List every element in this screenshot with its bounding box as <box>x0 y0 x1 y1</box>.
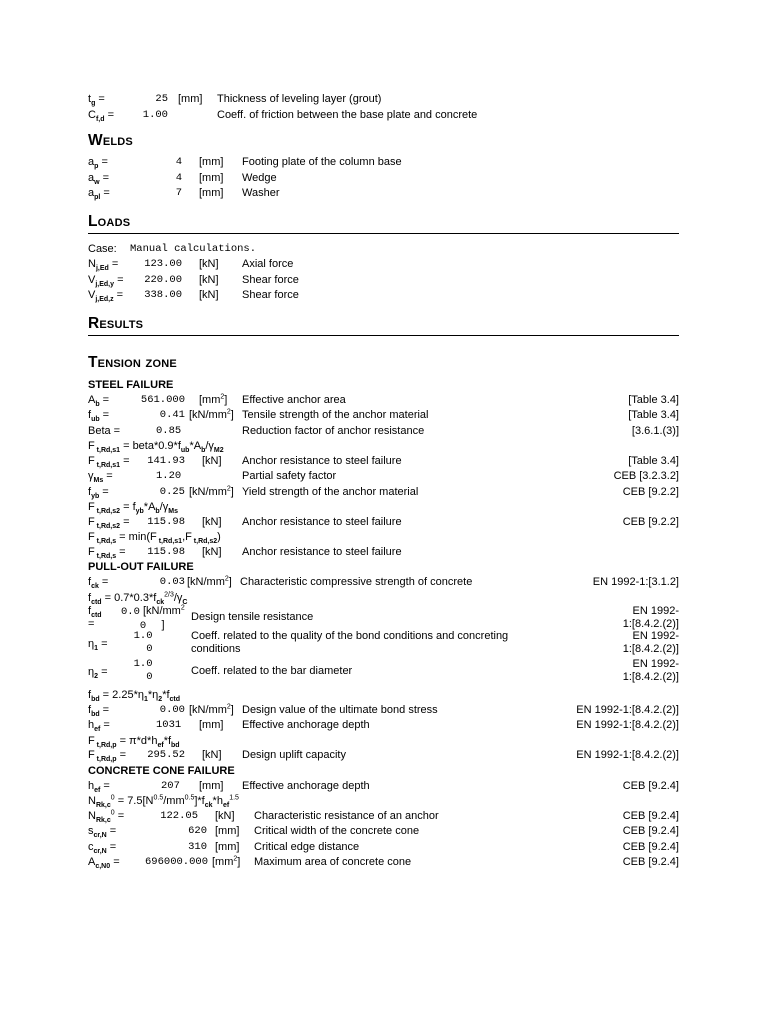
calc-row <box>88 840 679 856</box>
calc-value: 0.41 <box>159 409 185 421</box>
param-unit: [kN] <box>199 258 219 270</box>
calc-reference: CEB [9.2.4] <box>622 840 679 853</box>
calc-row <box>88 658 679 688</box>
calc-symbol: $h_{ef}$ = <box>88 779 110 794</box>
calc-unit: [kN] <box>202 515 222 528</box>
param-value: 338.00 <box>144 289 182 301</box>
calc-symbol: $f_{yb}$ = <box>88 485 109 500</box>
param-symbol: $t_g$ = <box>88 93 105 108</box>
formula: F $_{t,Rd,s2} = f_{yb}*A_b/\gamma_{Ms}$ <box>88 501 178 516</box>
calc-unit: [mm] <box>215 840 240 853</box>
calc-reference: [Table 3.4] <box>628 454 679 467</box>
calc-description: Yield strength of the anchor material <box>242 485 419 498</box>
calc-reference: CEB [9.2.2] <box>622 515 679 528</box>
calc-symbol: F $_{t,Rd,p}$ = <box>88 749 126 764</box>
formula: $f_{bd} = 2.25*\eta_1*\eta_2*f_{ctd}$ <box>88 689 181 704</box>
calc-reference: CEB [9.2.4] <box>622 779 679 792</box>
calc-unit: [kN] <box>215 809 235 822</box>
calc-symbol: $\eta_1$ = <box>88 638 108 653</box>
calc-unit: [mm] <box>215 825 240 837</box>
calc-reference: EN 1992- 1:[8.4.2.(2)] <box>622 658 679 683</box>
calc-unit: $[kN/mm^2]$ <box>187 575 232 588</box>
load-row <box>88 273 679 289</box>
calc-description: Anchor resistance to steel failure <box>242 515 402 528</box>
calc-row <box>88 454 679 470</box>
param-symbol: $a_w$ = <box>88 171 110 186</box>
calc-value: 561.000 <box>140 393 185 406</box>
param-unit: [mm] <box>178 93 203 105</box>
calc-value: 0.03 <box>159 576 185 588</box>
param-value: 4 <box>175 171 182 184</box>
calc-value: 310 <box>188 840 207 853</box>
param-row-grout <box>88 92 679 108</box>
param-symbol: $a_{pl}$ = <box>88 187 110 202</box>
calc-symbol: $f_{bd}$ = <box>88 703 110 718</box>
calc-symbol: F $_{t,Rd,s2}$ = <box>88 515 130 530</box>
calc-symbol: $\eta_2$ = <box>88 666 108 681</box>
calc-row <box>88 485 679 501</box>
calc-reference: CEB [9.2.4] <box>622 825 679 837</box>
calc-value: 141.93 <box>147 454 185 467</box>
calc-unit: $[kN/mm^2]$ <box>189 408 234 421</box>
calc-description: Effective anchorage depth <box>242 719 370 731</box>
calc-row <box>88 779 679 795</box>
calc-description: Effective anchorage depth <box>242 779 370 792</box>
calc-value: 122.05 <box>160 809 198 822</box>
calc-symbol: F $_{t,Rd,s}$ = <box>88 545 126 560</box>
param-unit: [kN] <box>199 289 219 301</box>
param-description: Thickness of leveling layer (grout) <box>217 93 382 105</box>
calc-value: 295.52 <box>147 749 185 761</box>
calc-description: Critical width of the concrete cone <box>254 825 420 837</box>
calc-row <box>88 605 679 630</box>
calc-unit: $[kN/mm^2]$ <box>189 484 234 498</box>
calc-symbol: $f_{ctd}$ = <box>88 605 102 630</box>
calc-symbol: $\gamma_{Ms}$ = <box>88 470 113 485</box>
param-unit: [mm] <box>199 171 224 184</box>
subsection-pullout-failure: PULL-OUT FAILURE <box>88 561 194 573</box>
calc-reference: CEB [9.2.4] <box>622 856 679 868</box>
load-case-row <box>88 242 679 258</box>
calc-row <box>88 424 679 440</box>
formula: F $_{t,Rd,s1} = beta*0.9*f_{ub}*A_b/\gamma_{M2}$ <box>88 440 224 455</box>
weld-row <box>88 155 679 171</box>
subsection-steel-failure: STEEL FAILURE <box>88 378 174 391</box>
calc-description: Maximum area of concrete cone <box>254 856 412 868</box>
calc-row <box>88 855 679 871</box>
calc-symbol: $A_{c,N0}$ = <box>88 856 120 871</box>
weld-row <box>88 171 679 187</box>
calc-unit: [kN] <box>202 545 222 558</box>
calc-symbol: $f_{ub}$ = <box>88 409 110 424</box>
calc-value: 0.25 <box>159 485 185 498</box>
calc-description: Characteristic compressive strength of concrete <box>240 576 473 588</box>
calc-symbol: $h_{ef}$ = <box>88 719 110 734</box>
param-symbol: $V_{j,Ed,z}$ = <box>88 289 124 304</box>
calc-value: 696000.000 <box>144 856 208 868</box>
param-description: Shear force <box>242 289 299 301</box>
calc-value: 115.98 <box>147 515 185 528</box>
calc-reference: [Table 3.4] <box>628 393 679 406</box>
calc-reference: EN 1992-1:[8.4.2.(2)] <box>576 719 679 731</box>
calc-reference: [3.6.1.(3)] <box>631 424 679 437</box>
calc-unit: [kN] <box>202 749 222 761</box>
calc-symbol: $A_b$ = <box>88 393 110 408</box>
calc-description: Characteristic resistance of an anchor <box>254 809 439 822</box>
document-page <box>88 92 679 871</box>
calc-description: Coeff. related to the quality of the bond conditions and concreting conditions <box>191 630 509 655</box>
formula: $N_{Rk,c}^0 = 7.5[N^{0.5}/mm^{0.5}]*f_{ck}*h_{ef}^{1.5}$ <box>88 794 239 810</box>
calc-value: 620 <box>188 825 207 837</box>
calc-row <box>88 393 679 409</box>
param-description: Wedge <box>242 171 277 184</box>
calc-value: 0.00 <box>159 703 185 716</box>
calc-row <box>88 824 679 840</box>
calc-reference: CEB [3.2.3.2] <box>613 470 679 482</box>
param-unit: [mm] <box>199 156 224 168</box>
calc-value: 1.20 <box>156 470 182 482</box>
param-value: 1.00 <box>142 108 168 121</box>
param-description: Footing plate of the column base <box>242 156 402 168</box>
calc-unit: [mm] <box>199 719 224 731</box>
calc-reference: CEB [9.2.4] <box>622 809 679 822</box>
load-case-value: Manual calculations. <box>130 242 257 255</box>
calc-row <box>88 515 679 531</box>
param-symbol: $C_{f,d}$ = <box>88 108 114 123</box>
calc-description: Coeff. related to the bar diameter <box>191 665 353 677</box>
calc-description: Partial safety factor <box>242 470 337 482</box>
calc-row <box>88 703 679 719</box>
calc-symbol: F $_{t,Rd,s1}$ = <box>88 454 130 469</box>
load-row <box>88 288 679 304</box>
load-case-label: Case: <box>88 242 117 255</box>
calc-description: Design uplift capacity <box>242 749 346 761</box>
calc-description: Reduction factor of anchor resistance <box>242 424 425 437</box>
param-description: Coeff. of friction between the base plate and concrete <box>217 108 478 121</box>
calc-description: Design value of the ultimate bond stress <box>242 703 438 716</box>
load-row <box>88 257 679 273</box>
param-symbol: $a_p$ = <box>88 156 108 171</box>
calc-description: Critical edge distance <box>254 840 360 853</box>
calc-row <box>88 575 679 591</box>
param-description: Axial force <box>242 258 294 270</box>
subsection-concrete-cone-failure: CONCRETE CONE FAILURE <box>88 764 235 777</box>
section-tension-zone: Tension zone <box>88 353 177 371</box>
formula: F $_{t,Rd,s}$ = min(F $_{t,Rd,s1}$,F $_{t,Rd,s2}$) <box>88 531 221 546</box>
param-symbol: $V_{j,Ed,y}$ = <box>88 273 124 288</box>
calc-reference: EN 1992- 1:[8.4.2.(2)] <box>622 630 679 655</box>
formula: F $_{t,Rd,p} = \pi*d*h_{ef}*f_{bd}$ <box>88 734 180 749</box>
calc-description: Effective anchor area <box>242 393 346 406</box>
calc-unit: $[kN/mm^2]$ <box>189 702 234 716</box>
param-value: 123.00 <box>144 258 182 270</box>
param-symbol: $N_{j,Ed}$ = <box>88 258 119 273</box>
calc-unit: [kN] <box>202 454 222 467</box>
calc-reference: CEB [9.2.2] <box>622 485 679 498</box>
calc-symbol: $c_{cr,N}$ = <box>88 840 117 855</box>
calc-unit: $[mm^2]$ <box>199 392 228 406</box>
section-welds: Welds <box>88 132 133 149</box>
section-results: Results <box>88 310 679 336</box>
param-description: Washer <box>242 187 280 199</box>
calc-reference: EN 1992-1:[3.1.2] <box>592 576 679 588</box>
calc-description: Anchor resistance to steel failure <box>242 545 402 558</box>
calc-value: 115.98 <box>147 545 185 558</box>
calc-value: 1.0 0 <box>121 658 153 683</box>
calc-row <box>88 469 679 485</box>
weld-row <box>88 186 679 202</box>
calc-value: 1.0 0 <box>121 630 153 655</box>
calc-unit: [mm] <box>199 779 224 792</box>
calc-reference: EN 1992- 1:[8.4.2.(2)] <box>622 605 679 630</box>
param-value: 4 <box>175 156 182 168</box>
section-loads: Loads <box>88 208 679 234</box>
calc-value: 207 <box>161 779 180 792</box>
param-unit: [kN] <box>199 273 219 286</box>
calc-row <box>88 630 679 658</box>
calc-symbol: $f_{ck}$ = <box>88 576 109 591</box>
calc-reference: EN 1992-1:[8.4.2.(2)] <box>576 749 679 761</box>
calc-description: Design tensile resistance <box>191 611 314 623</box>
calc-reference: EN 1992-1:[8.4.2.(2)] <box>576 703 679 716</box>
calc-symbol: $s_{cr,N}$ = <box>88 825 117 840</box>
calc-row <box>88 408 679 424</box>
calc-reference: [Table 3.4] <box>628 409 679 421</box>
calc-symbol: $N_{Rk,c}^0$ = <box>88 808 125 824</box>
formula: $f_{ctd} = 0.7*0.3*f_{ck}^{2/3}/\gamma_C$ <box>88 590 188 606</box>
calc-row <box>88 748 679 764</box>
calc-value: 0.0 [$kN/mm^2$ 0 ] <box>121 604 185 632</box>
param-value: 220.00 <box>144 273 182 286</box>
param-unit: [mm] <box>199 187 224 199</box>
calc-row <box>88 809 679 825</box>
calc-value: 0.85 <box>156 424 182 437</box>
calc-row <box>88 718 679 734</box>
calc-description: Tensile strength of the anchor material <box>242 409 429 421</box>
calc-value: 1031 <box>156 719 182 731</box>
param-row-friction <box>88 108 679 124</box>
calc-row <box>88 545 679 561</box>
calc-description: Anchor resistance to steel failure <box>242 454 402 467</box>
calc-unit: $[mm^2]$ <box>212 855 241 868</box>
param-value: 7 <box>175 187 182 199</box>
calc-symbol: Beta = <box>88 424 121 437</box>
param-value: 25 <box>155 93 168 105</box>
param-description: Shear force <box>242 273 299 286</box>
